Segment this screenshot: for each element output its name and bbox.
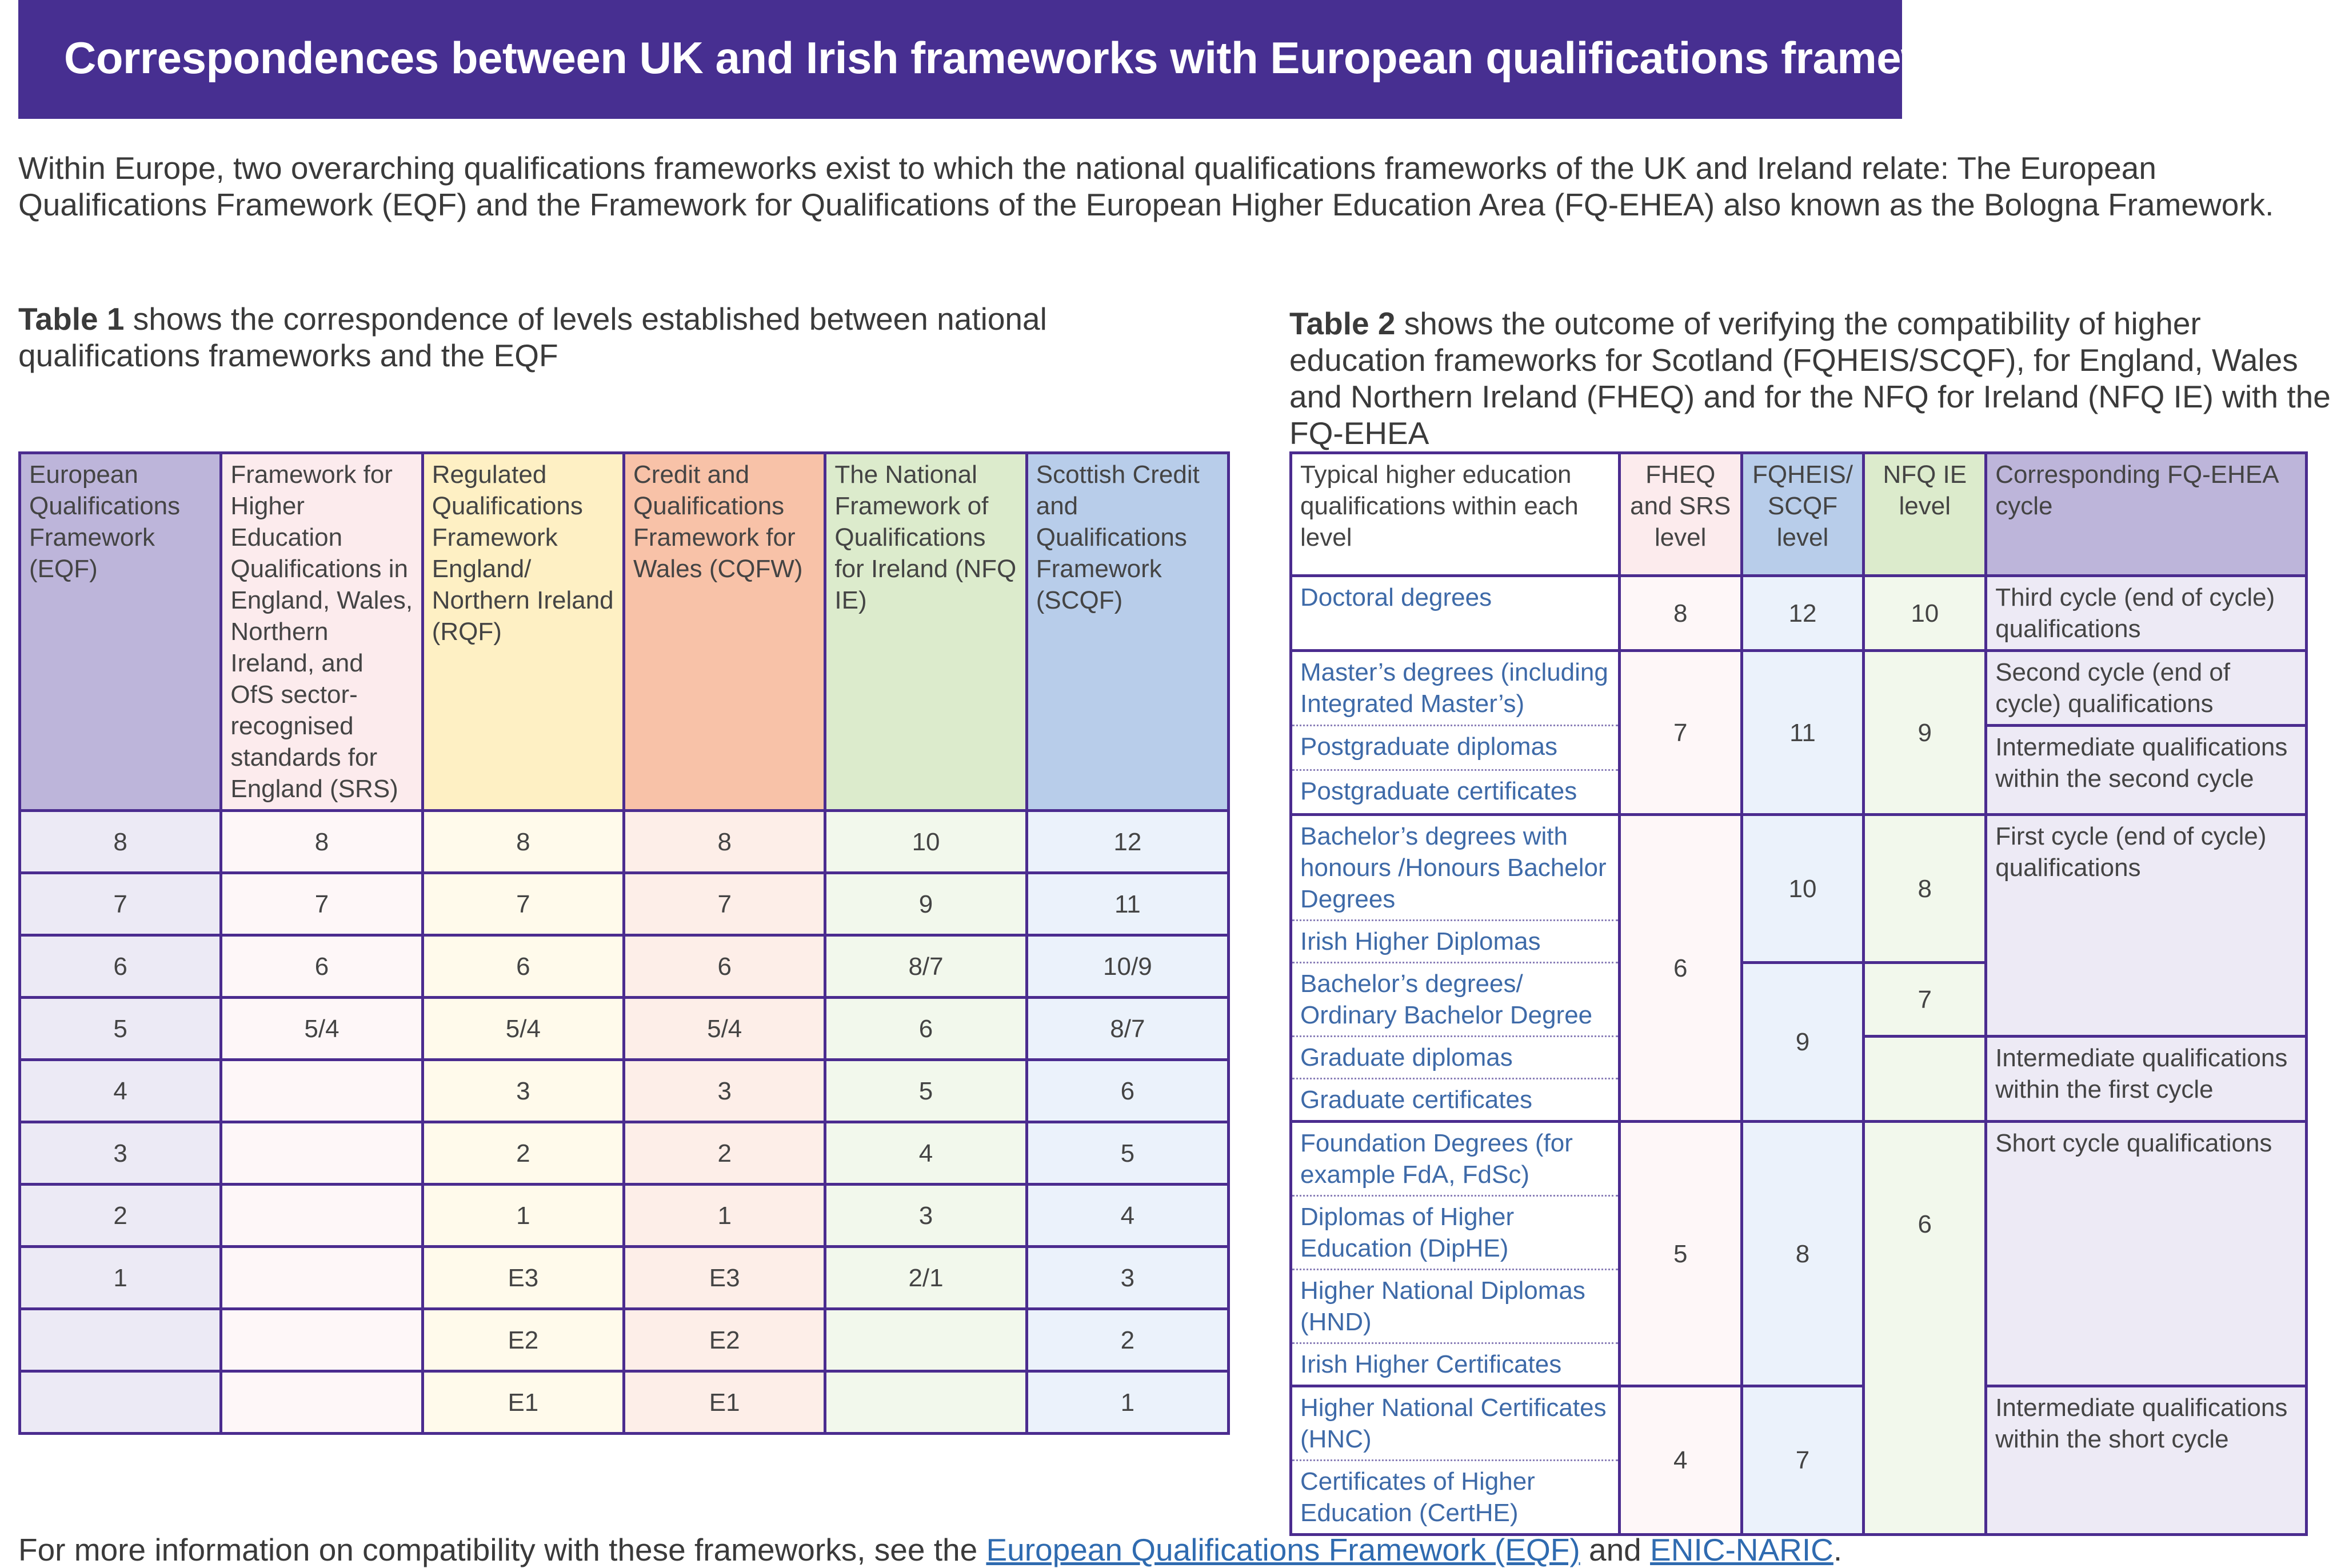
nfq-level: 5 <box>825 1060 1026 1122</box>
nfq-level: 10 <box>1864 576 1986 651</box>
fheq-level: 6 <box>1619 815 1741 1122</box>
cycle-cell: Intermediate qualifications within the first cycle <box>1986 1037 2307 1122</box>
enic-naric-link[interactable]: ENIC-NARIC <box>1650 1532 1833 1567</box>
table2-header-scqf: FQHEIS/ SCQF level <box>1741 453 1864 576</box>
qualification-cell: Doctoral degrees <box>1291 576 1620 651</box>
nfq-level <box>825 1371 1026 1434</box>
fheq-level <box>221 1247 422 1309</box>
fheq-level: 7 <box>1619 651 1741 815</box>
scqf-level: 12 <box>1026 811 1228 873</box>
rqf-level: E3 <box>422 1247 624 1309</box>
cqfw-level: 3 <box>624 1060 825 1122</box>
table2-caption-bold: Table 2 <box>1289 306 1396 341</box>
table2-header-cycle: Corresponding FQ-EHEA cycle <box>1986 453 2307 576</box>
intro-paragraph: Within Europe, two overarching qualifications frameworks exist to which the national qualifications frameworks of the UK and Ireland relate: The European Qualifications Framework (EQF) and the Framework for Qualifications of the European Higher Education Area (FQ-EHEA) also known as the Bologna Framework. <box>18 150 2274 222</box>
table1-header-eqf: European Qualifications Framework (EQF) <box>20 453 221 811</box>
qualification-cell: Postgraduate diplomas <box>1291 726 1620 770</box>
fheq-level: 5/4 <box>221 998 422 1060</box>
footer-text-after: . <box>1833 1532 1843 1567</box>
scqf-level: 12 <box>1741 576 1864 651</box>
scqf-level: 9 <box>1741 963 1864 1122</box>
rqf-level: E2 <box>422 1309 624 1371</box>
rqf-level: 1 <box>422 1185 624 1247</box>
qualification-cell: Higher National Certificates (HNC) <box>1291 1386 1620 1461</box>
scqf-level: 11 <box>1026 873 1228 935</box>
rqf-level: 8 <box>422 811 624 873</box>
qualification-cell: Postgraduate certificates <box>1291 770 1620 815</box>
cqfw-level: 5/4 <box>624 998 825 1060</box>
rqf-level: 6 <box>422 935 624 998</box>
scqf-level: 10 <box>1741 815 1864 963</box>
nfq-level: 7 <box>1864 963 1986 1037</box>
nfq-level: 2/1 <box>825 1247 1026 1309</box>
table1-caption-bold: Table 1 <box>18 301 125 337</box>
rqf-level: 7 <box>422 873 624 935</box>
scqf-level: 3 <box>1026 1247 1228 1309</box>
scqf-level: 10/9 <box>1026 935 1228 998</box>
nfq-level: 8/7 <box>825 935 1026 998</box>
eqf-level: 3 <box>20 1122 221 1185</box>
qualification-cell: Certificates of Higher Education (CertHE) <box>1291 1461 1620 1535</box>
scqf-level: 2 <box>1026 1309 1228 1371</box>
nfq-level: 9 <box>825 873 1026 935</box>
cycle-cell: Intermediate qualifications within the second cycle <box>1986 726 2307 815</box>
page-title: Correspondences between UK and Irish frameworks with European qualifications frameworks <box>64 33 2029 83</box>
fheq-level: 4 <box>1619 1386 1741 1535</box>
qualification-cell: Graduate certificates <box>1291 1079 1620 1122</box>
cycle-cell: Intermediate qualifications within the short cycle <box>1986 1386 2307 1535</box>
qualification-cell: Higher National Diplomas (HND) <box>1291 1270 1620 1343</box>
table2-header-row <box>1291 453 2307 576</box>
rqf-level: 2 <box>422 1122 624 1185</box>
qualification-cell: Master’s degrees (including Integrated Master’s) <box>1291 651 1620 726</box>
nfq-level: 10 <box>825 811 1026 873</box>
table1-row <box>20 935 1229 998</box>
nfq-level: 8 <box>1864 815 1986 963</box>
table2-row <box>1291 576 2307 651</box>
table1-row <box>20 1122 1229 1185</box>
scqf-level: 11 <box>1741 651 1864 815</box>
scqf-level: 7 <box>1741 1386 1864 1535</box>
table1-row <box>20 1247 1229 1309</box>
eqf-level: 8 <box>20 811 221 873</box>
scqf-level: 6 <box>1026 1060 1228 1122</box>
table2-row <box>1291 815 2307 921</box>
table2-row <box>1291 651 2307 726</box>
eqf-level: 5 <box>20 998 221 1060</box>
cycle-cell: First cycle (end of cycle) qualifications <box>1986 815 2307 1037</box>
table2-caption-text: shows the outcome of verifying the compatibility of higher education frameworks for Scotland (FQHEIS/SCQF), for England, Wales and Northern Ireland (FHEQ) and for the NFQ for Ireland (NFQ IE) with the FQ-EHEA <box>1289 306 2331 451</box>
cqfw-level: 6 <box>624 935 825 998</box>
table1-header-row <box>20 453 1229 811</box>
cycle-cell: Second cycle (end of cycle) qualifications <box>1986 651 2307 726</box>
table1-header-scqf: Scottish Credit and Qualifications Framework (SCQF) <box>1026 453 1228 811</box>
table1 <box>18 451 1230 1435</box>
cqfw-level: E2 <box>624 1309 825 1371</box>
cqfw-level: 7 <box>624 873 825 935</box>
qualification-cell: Foundation Degrees (for example FdA, FdSc) <box>1291 1122 1620 1196</box>
eqf-level: 7 <box>20 873 221 935</box>
table1-row <box>20 873 1229 935</box>
cqfw-level: E3 <box>624 1247 825 1309</box>
fheq-level: 5 <box>1619 1122 1741 1386</box>
table2-row <box>1291 1122 2307 1196</box>
footer-text <box>18 1531 1842 1568</box>
fheq-level: 8 <box>221 811 422 873</box>
table1-row <box>20 1371 1229 1434</box>
table2-header-qualifications: Typical higher education qualifications within each level <box>1291 453 1620 576</box>
table1-header-fheq: Framework for Higher Education Qualifications in England, Wales, Northern Ireland, and OfS sector-recognised standards for England (SRS) <box>221 453 422 811</box>
nfq-level <box>825 1309 1026 1371</box>
scqf-level: 4 <box>1026 1185 1228 1247</box>
fheq-level <box>221 1060 422 1122</box>
table1-body <box>20 811 1229 1434</box>
qualification-cell: Bachelor’s degrees/ Ordinary Bachelor Degree <box>1291 963 1620 1037</box>
table1-row <box>20 998 1229 1060</box>
table1-row <box>20 1185 1229 1247</box>
fheq-level: 6 <box>221 935 422 998</box>
nfq-level: 3 <box>825 1185 1026 1247</box>
scqf-level: 8 <box>1741 1122 1864 1386</box>
scqf-level: 1 <box>1026 1371 1228 1434</box>
table1-row <box>20 811 1229 873</box>
fheq-level <box>221 1371 422 1434</box>
rqf-level: 5/4 <box>422 998 624 1060</box>
cqfw-level: 2 <box>624 1122 825 1185</box>
table1-caption-text: shows the correspondence of levels established between national qualifications frameworks and the EQF <box>18 301 1047 373</box>
rqf-level: E1 <box>422 1371 624 1434</box>
cqfw-level: 1 <box>624 1185 825 1247</box>
eqf-level: 4 <box>20 1060 221 1122</box>
qualification-cell: Bachelor’s degrees with honours /Honours Bachelor Degrees <box>1291 815 1620 921</box>
table1-header-rqf: Regulated Qualifications Framework England/ Northern Ireland (RQF) <box>422 453 624 811</box>
fheq-level: 8 <box>1619 576 1741 651</box>
table2-row <box>1291 1386 2307 1461</box>
scqf-level: 8/7 <box>1026 998 1228 1060</box>
cqfw-level: 8 <box>624 811 825 873</box>
eqf-level: 1 <box>20 1247 221 1309</box>
qualification-cell: Irish Higher Certificates <box>1291 1343 1620 1386</box>
table1-header-cqfw: Credit and Qualifications Framework for Wales (CQFW) <box>624 453 825 811</box>
table2 <box>1289 451 2308 1536</box>
nfq-level: 6 <box>825 998 1026 1060</box>
fheq-level: 7 <box>221 873 422 935</box>
cycle-cell: Third cycle (end of cycle) qualifications <box>1986 576 2307 651</box>
eqf-link[interactable]: European Qualifications Framework (EQF) <box>986 1532 1580 1567</box>
qualification-cell: Diplomas of Higher Education (DipHE) <box>1291 1196 1620 1270</box>
nfq-level-empty <box>1864 1037 1986 1122</box>
eqf-level: 2 <box>20 1185 221 1247</box>
fheq-level <box>221 1309 422 1371</box>
footer-text-before: For more information on compatibility with these frameworks, see the <box>18 1532 986 1567</box>
eqf-level <box>20 1371 221 1434</box>
qualification-cell: Irish Higher Diplomas <box>1291 921 1620 963</box>
fheq-level <box>221 1122 422 1185</box>
title-banner <box>18 0 2029 119</box>
qualification-cell: Graduate diplomas <box>1291 1037 1620 1079</box>
table2-caption <box>1289 305 2335 451</box>
scqf-level: 5 <box>1026 1122 1228 1185</box>
table1-caption <box>18 301 1236 374</box>
rqf-level: 3 <box>422 1060 624 1122</box>
table1-row <box>20 1060 1229 1122</box>
table2-header-nfq: NFQ IE level <box>1864 453 1986 576</box>
fheq-level <box>221 1185 422 1247</box>
nfq-level: 4 <box>825 1122 1026 1185</box>
table2-header-fheq: FHEQ and SRS level <box>1619 453 1741 576</box>
eqf-level: 6 <box>20 935 221 998</box>
table1-row <box>20 1309 1229 1371</box>
cycle-cell: Short cycle qualifications <box>1986 1122 2307 1386</box>
table1-header-nfq: The National Framework of Qualifications for Ireland (NFQ IE) <box>825 453 1026 811</box>
nfq-level: 6 <box>1864 1122 1986 1535</box>
cqfw-level: E1 <box>624 1371 825 1434</box>
nfq-level: 9 <box>1864 651 1986 815</box>
footer-text-mid: and <box>1580 1532 1651 1567</box>
eqf-level <box>20 1309 221 1371</box>
